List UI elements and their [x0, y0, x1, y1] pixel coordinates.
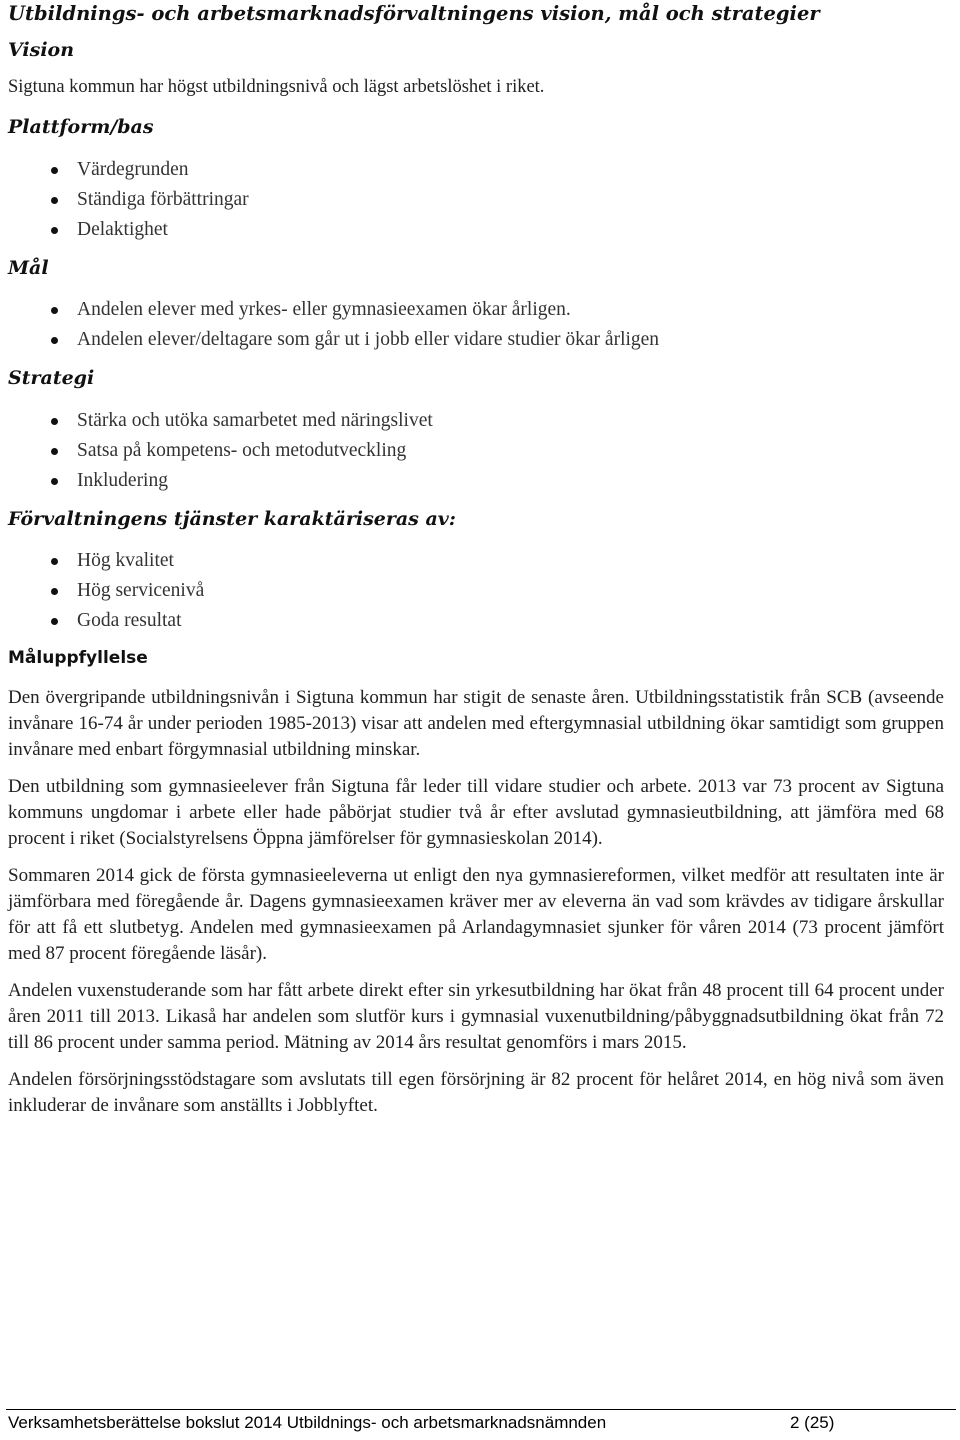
- footer-divider: [6, 1409, 956, 1410]
- list-item-text: Andelen elever/deltagare som går ut i jobb eller vidare studier ökar årligen: [77, 329, 660, 350]
- bullet-icon: [51, 448, 58, 455]
- mal-list: [0, 295, 940, 355]
- forvaltning-list: [0, 546, 940, 636]
- bullet-icon: [51, 307, 58, 314]
- bullet-icon: [51, 227, 58, 234]
- list-item: [0, 546, 940, 576]
- list-item-text: Värdegrunden: [77, 159, 189, 180]
- footer-page-number: 2 (25): [790, 1413, 835, 1432]
- list-item-text: Goda resultat: [77, 610, 182, 631]
- list-item: [0, 436, 940, 466]
- plattform-heading: Plattform/bas: [8, 116, 154, 138]
- page-title: Utbildnings- och arbetsmarknadsförvaltningens vision, mål och strategier: [8, 2, 820, 25]
- footer-document-title: Verksamhetsberättelse bokslut 2014 Utbildnings- och arbetsmarknadsnämnden: [8, 1413, 607, 1432]
- list-item: [0, 606, 940, 636]
- body-paragraph: Sommaren 2014 gick de första gymnasieeleverna ut enligt den nya gymnasiereformen, vilket medför att resultaten inte är jämförbara med föregående år. Dagens gymnasieexamen kräver mer av eleverna än vad som krävdes av tidigare årskullar för att få ett slutbetyg. Andelen med gymnasieexamen på Arlandagymnasiet sjunker för våren 2014 (73 procent jämfört med 87 procent föregående läsår).: [8, 865, 944, 964]
- body-paragraph: Den övergripande utbildningsnivån i Sigtuna kommun har stigit de senaste åren. Utbildningsstatistik från SCB (avseende invånare 16-74 år under perioden 1985-2013) visar att andelen med eftergymnasial utbildning ökar samtidigt som gruppen invånare med enbart förgymnasial utbildning minskar.: [8, 687, 944, 760]
- body-paragraph: Den utbildning som gymnasieelever från Sigtuna får leder till vidare studier och arbete. 2013 var 73 procent av Sigtuna kommuns ungdomar i arbete eller hade påbörjat studier två år efter avslutad gymnasieutbildning, att jämföra med 68 procent i riket (Socialstyrelsens Öppna jämförelser för gymnasieskolan 2014).: [8, 776, 944, 849]
- bullet-icon: [51, 418, 58, 425]
- strategi-list: [0, 406, 940, 496]
- list-item-text: Ständiga förbättringar: [77, 189, 249, 210]
- strategi-heading: Strategi: [8, 367, 95, 389]
- list-item: [0, 295, 940, 325]
- bullet-icon: [51, 337, 58, 344]
- maluppfyllelse-heading: Måluppfyllelse: [8, 648, 148, 668]
- list-item: [0, 155, 940, 185]
- list-item-text: Inkludering: [77, 470, 168, 491]
- list-item-text: Stärka och utöka samarbetet med näringslivet: [77, 410, 433, 431]
- bullet-icon: [51, 197, 58, 204]
- list-item-text: Andelen elever med yrkes- eller gymnasieexamen ökar årligen.: [77, 299, 571, 320]
- list-item: [0, 325, 940, 355]
- bullet-icon: [51, 558, 58, 565]
- list-item: [0, 576, 940, 606]
- bullet-icon: [51, 167, 58, 174]
- list-item-text: Hög servicenivå: [77, 580, 205, 601]
- list-item: [0, 215, 940, 245]
- list-item-text: Satsa på kompetens- och metodutveckling: [77, 440, 407, 461]
- list-item: [0, 406, 940, 436]
- list-item: [0, 466, 940, 496]
- bullet-icon: [51, 618, 58, 625]
- body-paragraph: Andelen försörjningsstödstagare som avslutats till egen försörjning är 82 procent för helåret 2014, en hög nivå som även inkluderar de invånare som anställts i Jobblyftet.: [8, 1069, 944, 1116]
- forvaltning-heading: Förvaltningens tjänster karaktäriseras av:: [8, 508, 456, 530]
- bullet-icon: [51, 478, 58, 485]
- body-paragraph: Andelen vuxenstuderande som har fått arbete direkt efter sin yrkesutbildning har ökat från 48 procent till 64 procent under åren 2011 till 2013. Likaså har andelen som slutför kurs i gymnasial vuxenutbildning/påbyggnadsutbildning ökat från 72 till 86 procent under samma period. Mätning av 2014 års resultat genomförs i mars 2015.: [8, 980, 944, 1053]
- bullet-icon: [51, 588, 58, 595]
- vision-text: Sigtuna kommun har högst utbildningsnivå och lägst arbetslöshet i riket.: [8, 77, 545, 97]
- maluppfyllelse-body: [8, 685, 944, 1130]
- list-item: [0, 185, 940, 215]
- vision-heading: Vision: [8, 39, 75, 61]
- list-item-text: Hög kvalitet: [77, 550, 174, 571]
- plattform-list: [0, 155, 940, 245]
- mal-heading: Mål: [8, 257, 49, 279]
- list-item-text: Delaktighet: [77, 219, 168, 240]
